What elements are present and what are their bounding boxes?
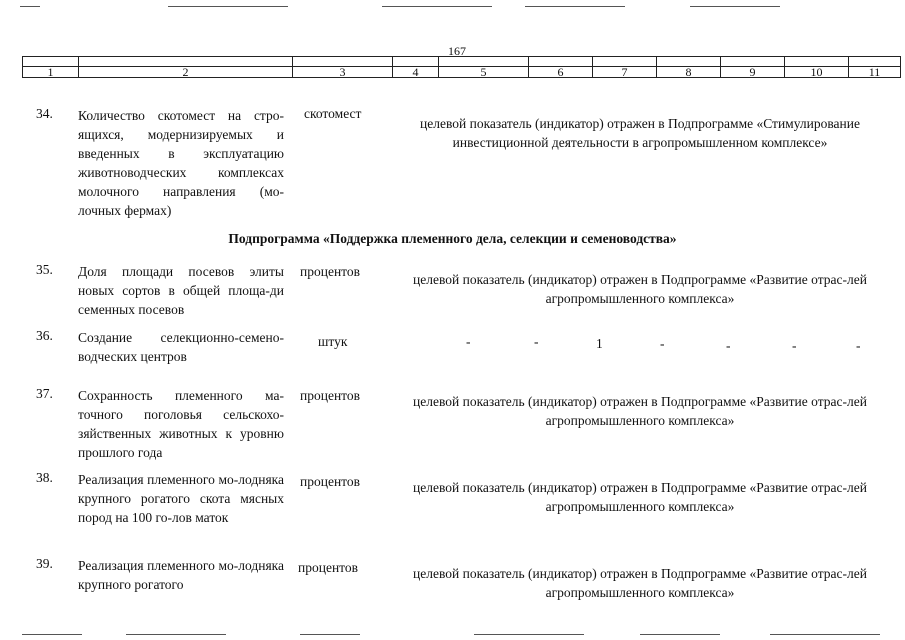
value-cell: - [726, 338, 731, 353]
value-cell: 1 [596, 336, 603, 351]
column-number: 4 [393, 67, 439, 78]
bottom-rule [640, 634, 720, 635]
indicator-note: целевой показатель (индикатор) отражен в Подпрограмме «Стимулирование инвестиционной деятельности в агропромышленном комплексе» [420, 116, 860, 150]
column-number: 6 [529, 67, 593, 78]
indicator-note: целевой показатель (индикатор) отражен в Подпрограмме «Развитие отрас-лей агропромышленного комплекса» [413, 394, 867, 428]
indicator-note: целевой показатель (индикатор) отражен в Подпрограмме «Развитие отрас-лей агропромышленного комплекса» [413, 480, 867, 514]
row-number: 34. [36, 106, 53, 121]
column-number: 3 [293, 67, 393, 78]
indicator-note: целевой показатель (индикатор) отражен в Подпрограмме «Развитие отрас-лей агропромышленного комплекса» [413, 272, 867, 306]
indicator-name: Доля площади посевов элиты новых сортов в общей площа-ди семенных посевов [78, 264, 284, 317]
bottom-rule [22, 634, 82, 635]
bottom-rule [126, 634, 226, 635]
unit-of-measure: процентов [300, 474, 361, 489]
row-number: 36. [36, 328, 53, 343]
indicator-name: Реализация племенного мо-лодняка крупного рогатого скота мясных пород на 100 го-лов маток [78, 472, 284, 525]
unit-of-measure: процентов [300, 264, 361, 279]
column-number: 1 [23, 67, 79, 78]
indicator-name: Создание селекционно-семено-водческих центров [78, 330, 284, 364]
value-cell: - [792, 338, 797, 353]
column-number: 5 [439, 67, 529, 78]
column-number: 11 [849, 67, 901, 78]
row-number: 39. [36, 556, 53, 571]
value-cell: - [856, 338, 861, 353]
column-header-table [22, 56, 901, 78]
top-rule [168, 6, 288, 7]
value-cell: - [466, 334, 471, 349]
bottom-rule [474, 634, 584, 635]
unit-of-measure: процентов [300, 388, 361, 403]
row-number: 35. [36, 262, 53, 277]
top-rule [20, 6, 40, 7]
indicator-name: Количество скотомест на стро-ящихся, модернизируемых и введенных в эксплуатацию животноводческих комплексах молочного направления (мо-лочных фермах) [78, 108, 284, 218]
top-rule [382, 6, 492, 7]
page-number: 167 [448, 44, 466, 58]
value-cell: - [534, 334, 539, 349]
value-cell: - [660, 336, 665, 351]
column-number: 8 [657, 67, 721, 78]
top-rule [525, 6, 625, 7]
indicator-name: Реализация племенного мо-лодняка крупного рогатого [78, 558, 284, 592]
indicator-name: Сохранность племенного ма-точного поголовья сельскохо-зяйственных животных к уровню прошлого года [78, 388, 284, 460]
bottom-rule [770, 634, 880, 635]
column-number: 2 [79, 67, 293, 78]
column-number: 10 [785, 67, 849, 78]
unit-of-measure: процентов [298, 560, 359, 575]
unit-of-measure: скотомест [304, 106, 362, 121]
row-number: 38. [36, 470, 53, 485]
subprogram-heading: Подпрограмма «Поддержка племенного дела, селекции и семеноводства» [228, 231, 677, 246]
indicator-note: целевой показатель (индикатор) отражен в Подпрограмме «Развитие отрас-лей агропромышленного комплекса» [413, 566, 867, 600]
unit-of-measure: штук [318, 334, 348, 349]
bottom-rule [300, 634, 360, 635]
row-number: 37. [36, 386, 53, 401]
column-number: 9 [721, 67, 785, 78]
column-number: 7 [593, 67, 657, 78]
top-rule [690, 6, 780, 7]
